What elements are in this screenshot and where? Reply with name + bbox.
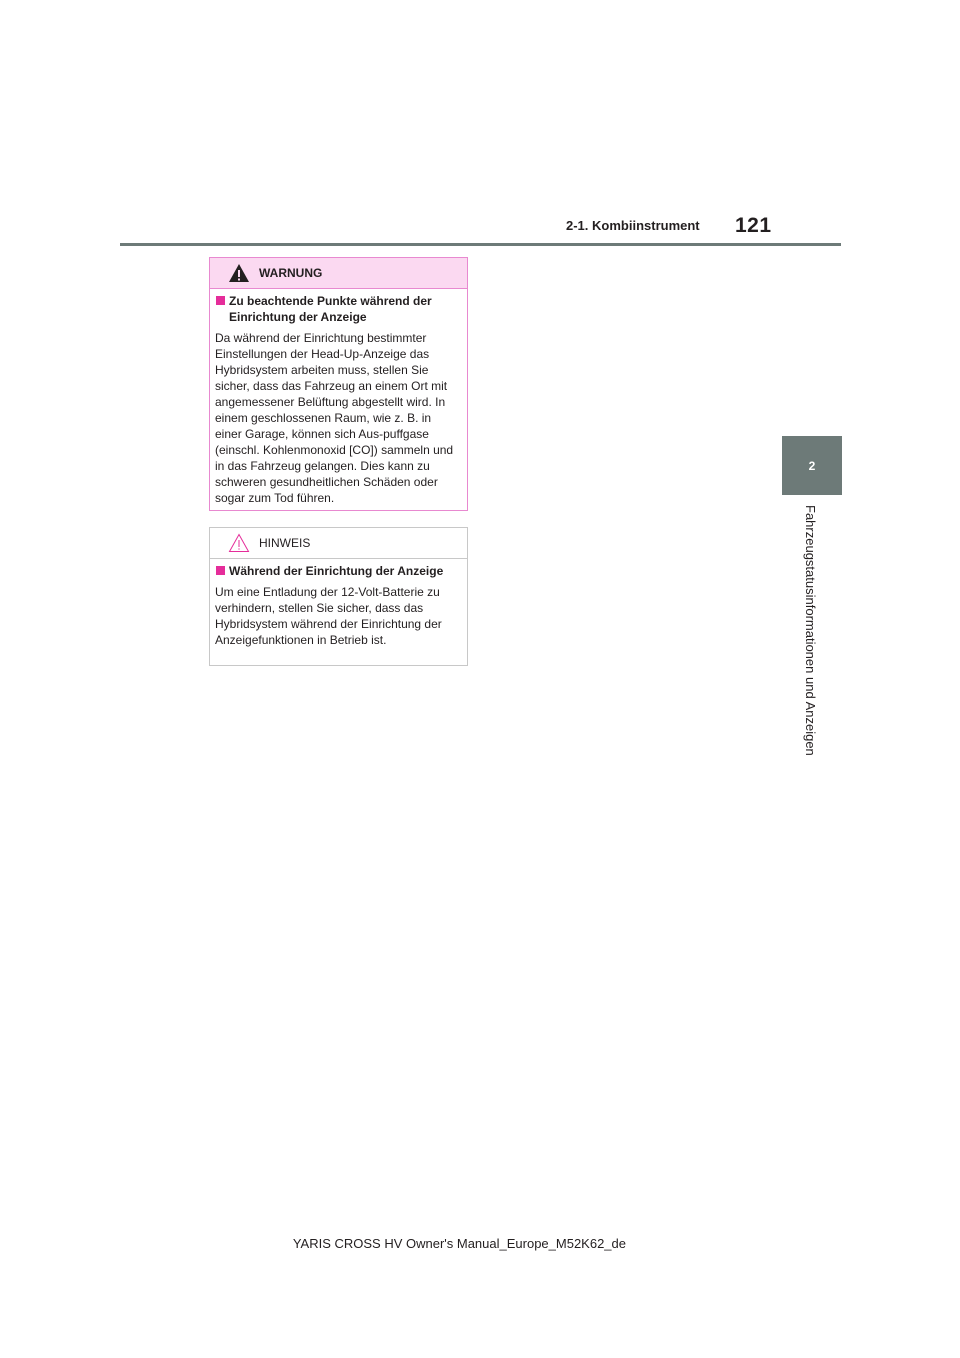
notice-label: HINWEIS — [259, 536, 311, 550]
notice-triangle-icon — [228, 533, 250, 553]
header-rule — [120, 243, 841, 246]
warning-heading-text: Zu beachtende Punkte während der Einrichtung der Anzeige — [229, 294, 432, 324]
warning-label: WARNUNG — [259, 266, 323, 280]
notice-text: Um eine Entladung der 12-Volt-Batterie zu verhindern, stellen Sie sicher, dass das Hybridsystem während der Einrichtung der Anzeigefunktionen in Betrieb ist. — [215, 585, 442, 647]
chapter-tab — [782, 436, 842, 495]
notice-heading — [215, 563, 461, 579]
footer-text: YARIS CROSS HV Owner's Manual_Europe_M52K62_de — [292, 1236, 626, 1251]
warning-header — [210, 258, 467, 289]
chapter-title: Fahrzeugstatusinformationen und Anzeigen — [803, 505, 818, 756]
square-bullet-icon — [216, 566, 225, 575]
warning-heading — [215, 293, 461, 325]
warning-text: Da während der Einrichtung bestimmter Einstellungen der Head-Up-Anzeige das Hybridsystem arbeiten muss, stellen Sie sicher, dass das Fahrzeug an einem Ort mit angemessener Belüftung abgestellt wird. In einem geschlossenen Raum, wie z. B. in einer Garage, können sich Aus-puffgase (einschl. Kohlenmonoxid [CO]) sammeln und in das Fahrzeug gelangen. Dies kann zu schweren gesundheitlichen Schäden oder sogar zum Tod führen. — [215, 331, 454, 505]
notice-header — [210, 528, 467, 559]
chapter-number: 2 — [808, 458, 816, 473]
notice-box — [209, 527, 468, 666]
square-bullet-icon — [216, 296, 225, 305]
warning-box — [209, 257, 468, 511]
warning-triangle-icon — [228, 263, 250, 283]
section-title: 2-1. Kombiinstrument — [566, 218, 700, 233]
page-number: 121 — [735, 214, 772, 237]
notice-heading-text: Während der Einrichtung der Anzeige — [229, 564, 444, 578]
